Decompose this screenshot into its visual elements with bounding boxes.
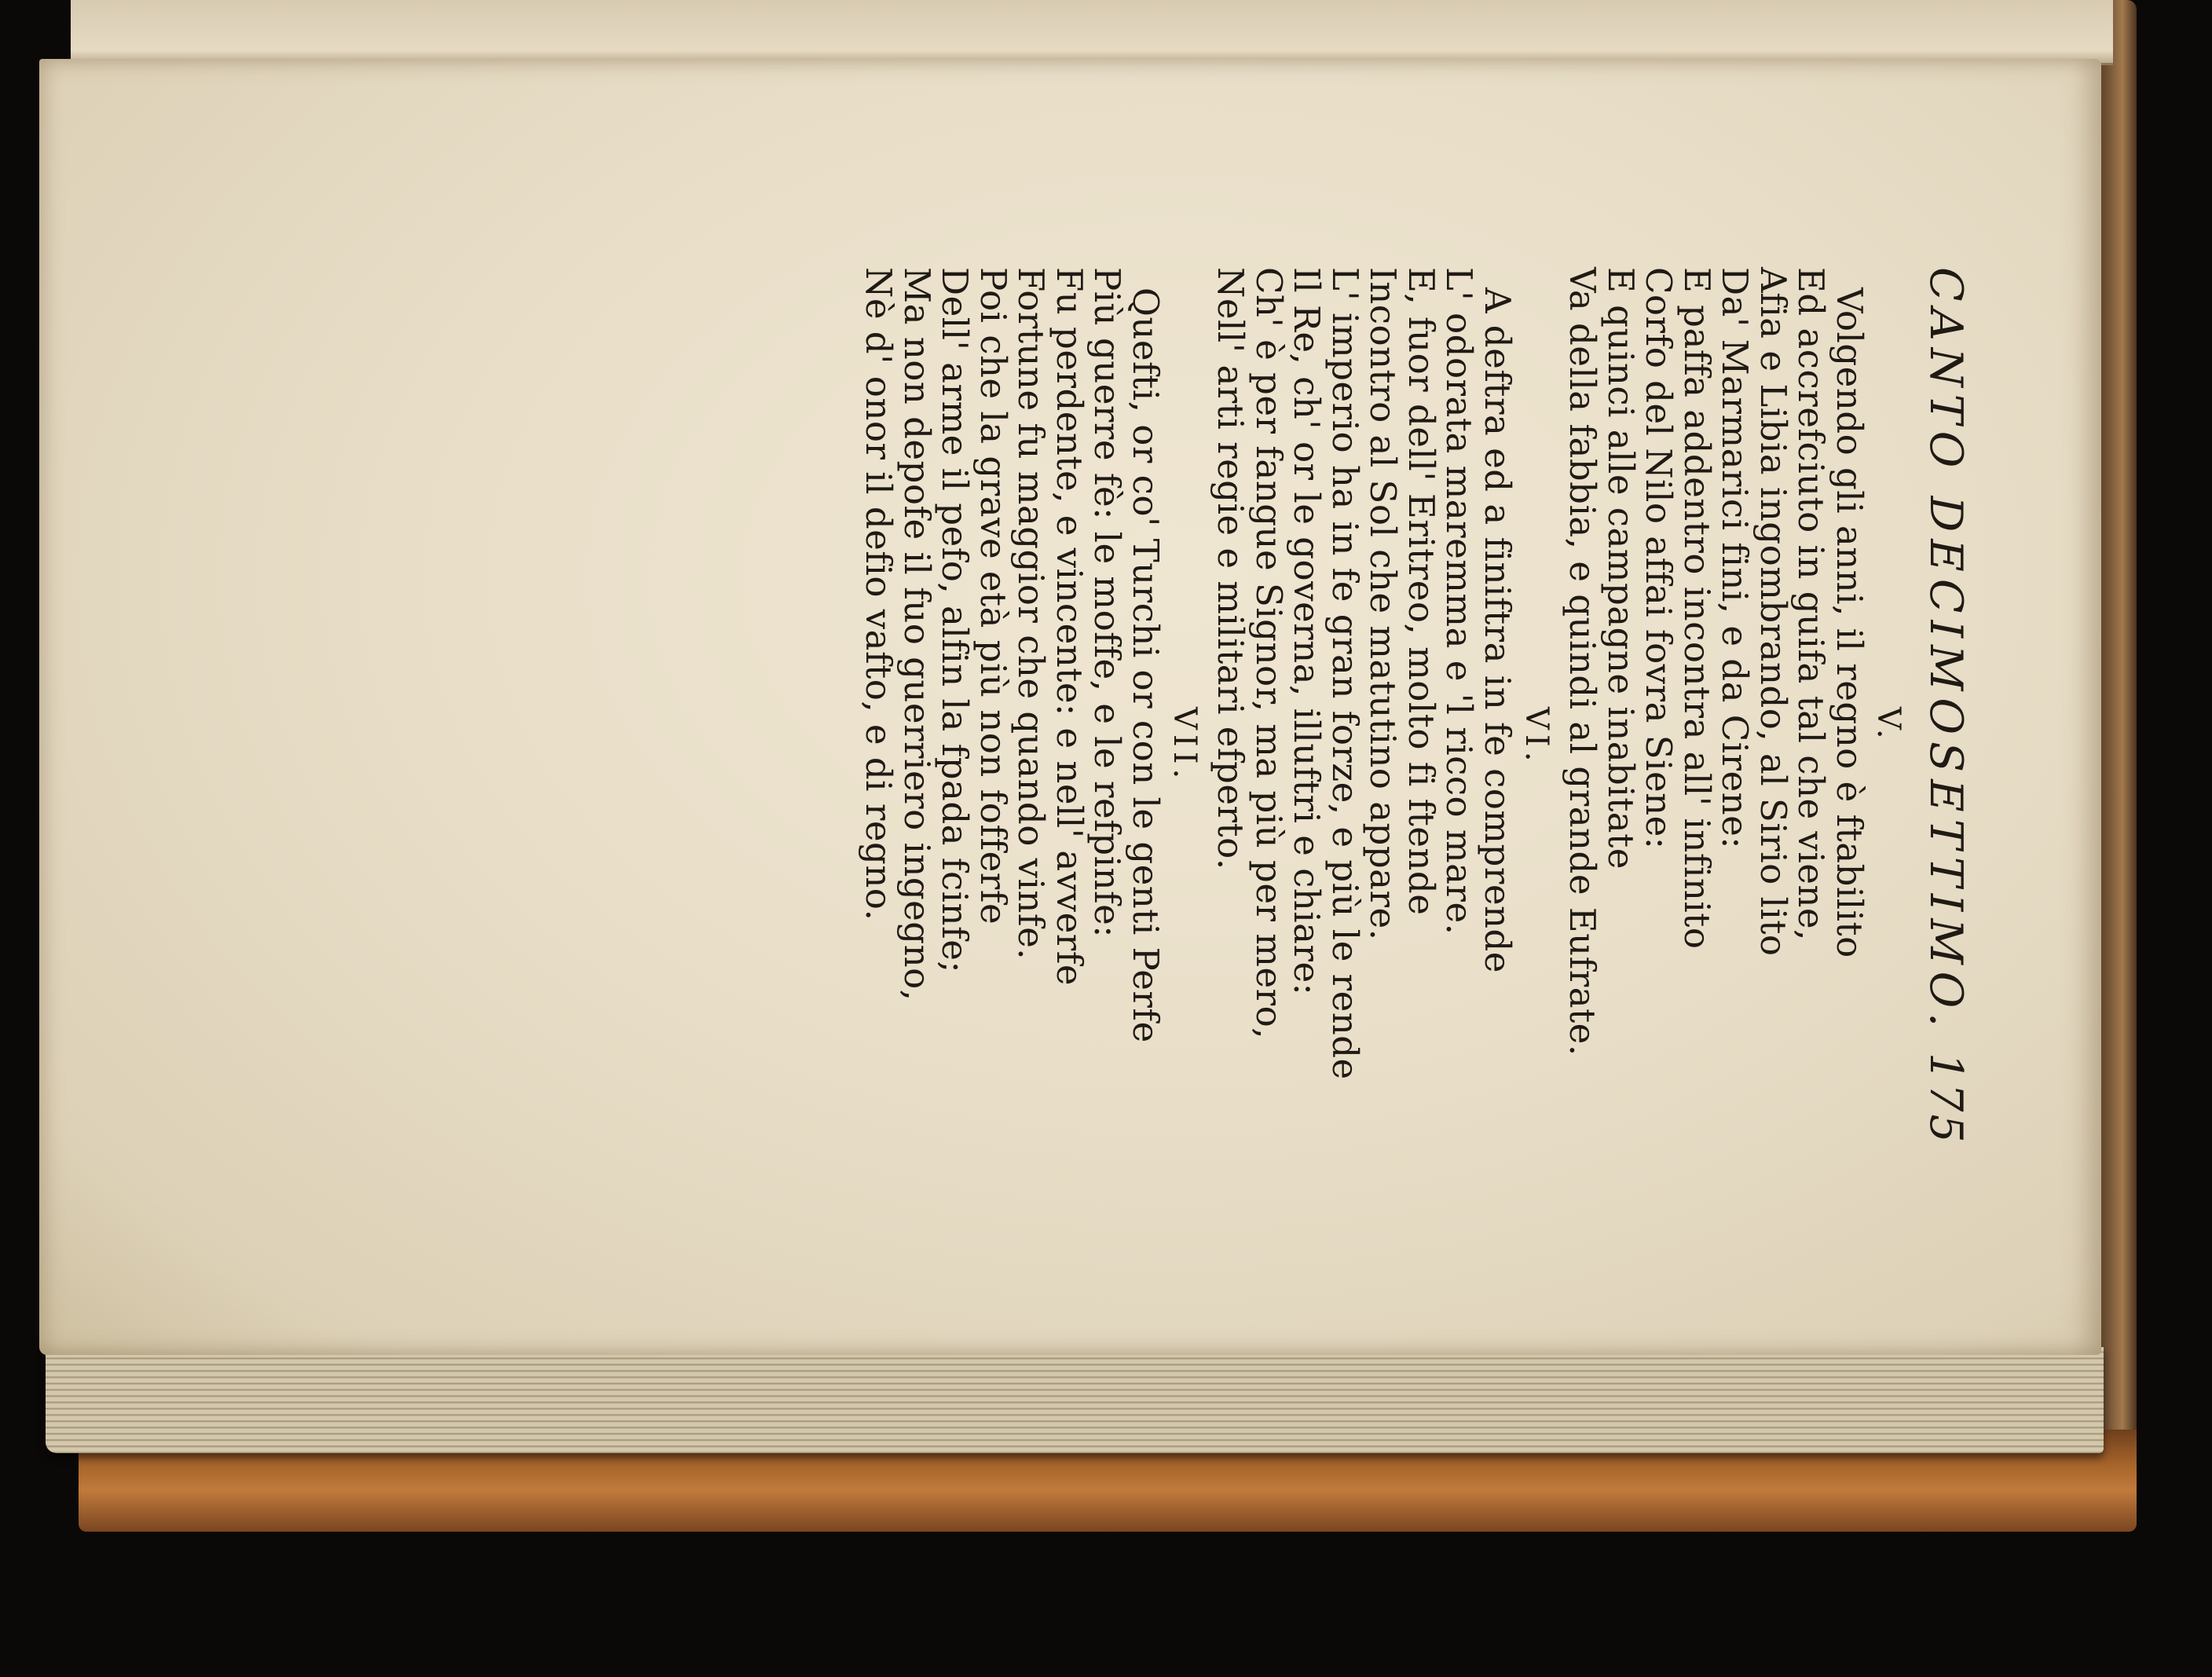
verse-line: Nell' arti regie e militari efperto. <box>1210 267 1252 870</box>
previous-page-edge <box>71 0 2113 65</box>
verse-line: Nè d' onor il defio vafto, e di regno. <box>858 267 900 921</box>
verse-line: Ch' è per fangue Signor, ma più per mero, <box>1248 267 1290 1039</box>
page-number: 175 <box>1920 1053 1972 1145</box>
verse-line: Corfo del Nilo affai fovra Siene: <box>1638 267 1680 850</box>
page-text-rotated <box>853 267 1972 1210</box>
verse-line: Ed accrefciuto in guifa tal che viene, <box>1790 267 1833 941</box>
verse-line: A deftra ed a finiftra in fe comprende <box>1477 287 1518 973</box>
running-head <box>1909 267 1972 1210</box>
verse-line: Afia e Libia ingombrando, al Sirio lito <box>1752 267 1794 957</box>
verse-line: Il Re, ch' or le governa, illuftri e chiare: <box>1286 267 1328 996</box>
verse-line: Ma non depofe il fuo guerriero ingegno, <box>896 267 938 1001</box>
verse-line: Poi che la grave età più non fofferfe <box>972 267 1014 925</box>
verse-line: Quefti, or co' Turchi or con le genti Perfe <box>1125 287 1166 1043</box>
stanza-5 <box>1563 267 1909 1210</box>
page-block-edges <box>46 1347 2104 1453</box>
verse-line: Dell' arme il pefo, alfin la fpada fcinfe; <box>934 267 976 973</box>
verse-line: L' odorata maremma e 'l ricco mare. <box>1438 267 1481 936</box>
stanza-number: V. <box>1870 707 1906 744</box>
verse-line: Va della fabbia, e quindi al grande Eufrate. <box>1562 267 1604 1056</box>
verse-line: E paffa addentro incontra all' infinito <box>1676 267 1718 950</box>
stanza-number: VII. <box>1166 707 1203 784</box>
verse-line: Fortune fu maggior che quando vinfe. <box>1010 267 1053 961</box>
verse-line: Più guerre fè: le moffe, e le refpinfe: <box>1086 267 1129 938</box>
stanza-7 <box>859 267 1205 1210</box>
verse-line: E quinci alle campagne inabitate <box>1600 267 1642 870</box>
verse-line: Da' Marmarici fini, e da Cirene: <box>1714 267 1756 849</box>
verse-line: Fu perdente, e vincente: e nell' avverfe <box>1049 267 1090 987</box>
verse-line: Incontro al Sol che matutino appare. <box>1362 267 1404 941</box>
verse-line: L' imperio ha in fe gran forze, e più le rende <box>1324 267 1366 1080</box>
running-head-title: CANTO DECIMOSETTIMO. <box>1920 267 1972 1034</box>
verse-line: Volgendo gli anni, il regno è ftabilito <box>1829 287 1870 958</box>
stanza-number: VI. <box>1518 707 1555 767</box>
stanza-6 <box>1211 267 1557 1210</box>
verse-line: E, fuor dell' Eritreo, molto fi ftende <box>1401 267 1442 916</box>
